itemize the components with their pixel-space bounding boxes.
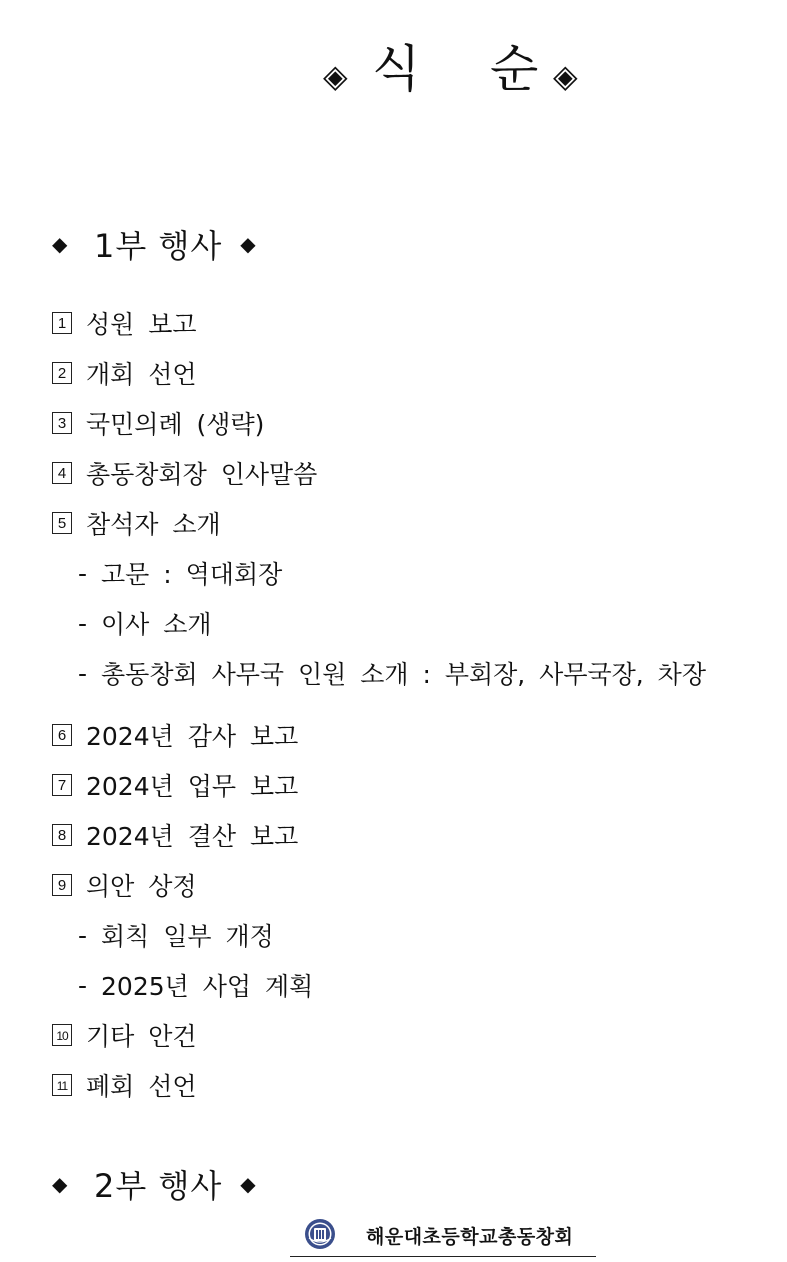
- item-number-box: 11: [52, 1074, 72, 1096]
- dash-marker: -: [78, 658, 88, 688]
- item-text: 성원 보고: [86, 310, 197, 339]
- item-text: 기타 안건: [86, 1022, 197, 1051]
- sub-item-text: 총동창회 사무국 인원 소개 : 부회장, 사무국장, 차장: [101, 660, 706, 689]
- sub-item: [78, 605, 212, 641]
- list-item: [52, 717, 298, 753]
- sub-item: [78, 917, 274, 953]
- item-text: 참석자 소개: [86, 510, 221, 539]
- item-text: 2024년 업무 보고: [86, 772, 299, 801]
- list-item: [52, 817, 298, 853]
- organization-name: 해운대초등학교총동창회: [366, 1226, 574, 1248]
- list-item: [52, 505, 221, 541]
- item-number-box: 8: [52, 824, 72, 846]
- title-char-2: 순: [490, 40, 539, 98]
- item-number-box: 5: [52, 512, 72, 534]
- item-number-box: 3: [52, 412, 72, 434]
- item-text: 개회 선언: [86, 360, 197, 389]
- item-number-box: 10: [52, 1024, 72, 1046]
- item-text: 국민의례 (생략): [86, 410, 265, 439]
- item-number-box: 2: [52, 362, 72, 384]
- sub-item-text: 2025년 사업 계획: [101, 972, 314, 1001]
- dash-marker: -: [78, 920, 88, 950]
- part2-heading: [52, 1162, 256, 1206]
- item-number-box: 4: [52, 462, 72, 484]
- part1-label: 1부 행사: [94, 227, 223, 265]
- page-title: [0, 38, 787, 108]
- sub-item: [78, 655, 706, 691]
- list-item: [52, 1017, 197, 1053]
- item-number-box: 7: [52, 774, 72, 796]
- diamond-bullet-icon: ◆: [240, 232, 256, 256]
- list-item: [52, 867, 197, 903]
- item-number-box: 6: [52, 724, 72, 746]
- school-emblem-icon: [304, 1218, 336, 1250]
- title-left-diamond-icon: ◈: [323, 57, 348, 95]
- item-text: 총동창회장 인사말씀: [86, 460, 318, 489]
- list-item: [52, 405, 264, 441]
- item-number-box: 1: [52, 312, 72, 334]
- list-item: [52, 355, 197, 391]
- sub-item: [78, 555, 282, 591]
- item-text: 폐회 선언: [86, 1072, 197, 1101]
- item-text: 의안 상정: [86, 872, 197, 901]
- list-item: [52, 1067, 197, 1103]
- list-item: [52, 767, 298, 803]
- item-text: 2024년 감사 보고: [86, 722, 299, 751]
- part1-heading: [52, 222, 256, 266]
- footer: [290, 1216, 596, 1257]
- dash-marker: -: [78, 608, 88, 638]
- diamond-bullet-icon: ◆: [52, 232, 68, 256]
- sub-item: [78, 967, 313, 1003]
- list-item: [52, 305, 197, 341]
- diamond-bullet-icon: ◆: [240, 1172, 256, 1196]
- item-number-box: 9: [52, 874, 72, 896]
- dash-marker: -: [78, 558, 88, 588]
- sub-item-text: 이사 소개: [101, 610, 212, 639]
- dash-marker: -: [78, 970, 88, 1000]
- part2-label: 2부 행사: [94, 1167, 223, 1205]
- sub-item-text: 고문 : 역대회장: [101, 560, 283, 589]
- list-item: [52, 455, 317, 491]
- title-char-1: 식: [372, 40, 421, 98]
- diamond-bullet-icon: ◆: [52, 1172, 68, 1196]
- title-right-diamond-icon: ◈: [553, 57, 578, 95]
- sub-item-text: 회칙 일부 개정: [101, 922, 274, 951]
- item-text: 2024년 결산 보고: [86, 822, 299, 851]
